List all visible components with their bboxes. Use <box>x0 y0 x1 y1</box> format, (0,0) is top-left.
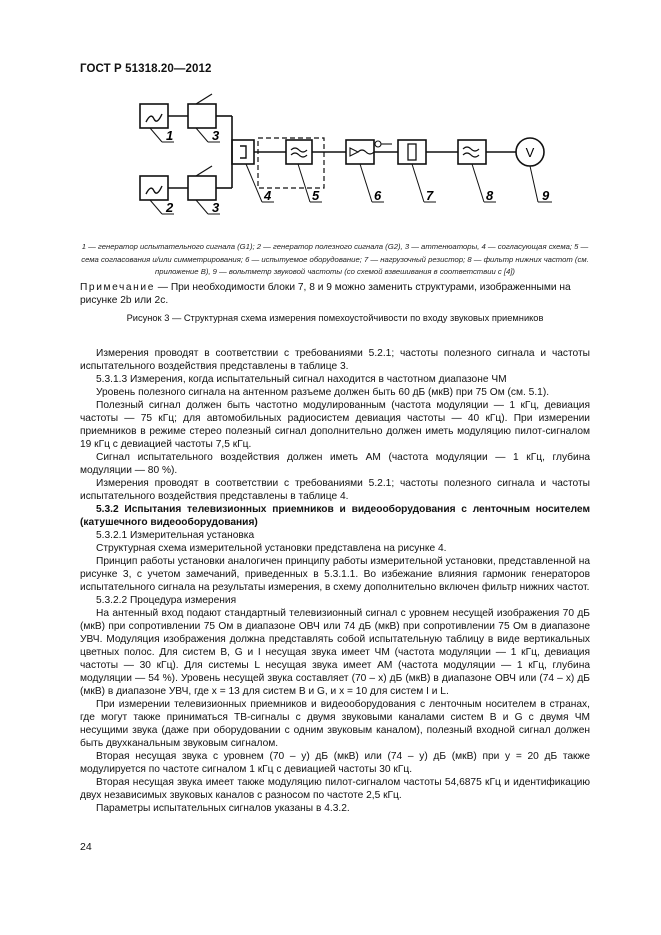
sine-icon <box>146 186 162 194</box>
section-heading: 5.3.2.2 Процедура измерения <box>96 595 237 606</box>
standard-header: ГОСТ Р 51318.20—2012 <box>80 63 212 75</box>
paragraph: Полезный сигнал должен быть частотно модулированным (частота модуляции — 1 кГц, девиация частоты — 75 кГц; для автомобильных радиосистем девиация частоты — 40 кГц). При измерении приемников в режиме стерео полезный сигнал дополнительно должен иметь модуляцию пилот-сигналом 19 кГц с девиацией частоты 7,5 кГц. <box>80 400 590 450</box>
diagram-label-9: 9 <box>542 188 550 203</box>
figure-caption: Рисунок 3 — Структурная схема измерения помехоустойчивости по входу звуковых приемников <box>126 313 544 323</box>
note-text: — При необходимости блоки 7, 8 и 9 можно заменить структурами, изображенными на рисунке 2b или 2с. <box>80 282 571 306</box>
paragraph: Структурная схема измерительной установки представлена на рисунке 4. <box>96 543 447 554</box>
paragraph: Измерения проводят в соответствии с требованиями 5.2.1; частоты полезного сигнала и частоты испытательного воздействия представлены в таблице 4. <box>80 478 590 502</box>
generator-g1-block <box>140 104 168 128</box>
paragraph: Уровень полезного сигнала на антенном разъеме должен быть 60 дБ (мкВ) при 75 Ом (см. 5.1). <box>96 387 550 398</box>
diagram-label-7: 7 <box>426 188 434 203</box>
figure-note <box>80 281 590 307</box>
diagram-label-2: 2 <box>166 200 174 215</box>
diagram-label-1: 1 <box>166 128 174 143</box>
diagram-label-5: 5 <box>312 188 320 203</box>
diagram-label-4: 4 <box>264 188 272 203</box>
paragraph: На антенный вход подают стандартный телевизионный сигнал с уровнем несущей изображения 70 дБ (мкВ) при сопротивлении 75 Ом в диапазоне ОВЧ или 74 дБ (мкВ) при сопротивлении 75 Ом в диапазоне УВЧ. Модуляция изображения должна представлять собой испытательную таблицу в виде вертикальных цветных полос. Для систем B, G и I несущая звука имеет ЧМ (частота модуляции — 1 кГц, девиация частоты — 30 кГц). Для системы L несущая звука имеет AM (частота модуляции — 1 кГц, глубина модуляции — 54 %). Уровень несущей звука составляет (70 – x) дБ (мкВ) в диапазоне ОВЧ или (74 – x) дБ (мкВ) в диапазоне УВЧ, где x = 13 для систем B и G, и x = 10 для систем I и L. <box>80 608 590 697</box>
paragraph: Вторая несущая звука с уровнем (70 – y) дБ (мкВ) или (74 – y) дБ (мкВ) при y = 20 дБ также модулируется по частоте сигналом 1 кГц с девиацией частоты 30 кГц. <box>80 751 590 775</box>
paragraph: Сигнал испытательного воздействия должен иметь АМ (частота модуляции — 1 кГц, глубина модуляции — 80 %). <box>80 452 590 476</box>
attenuator-top-block <box>188 104 216 128</box>
section-heading: 5.3.1.3 Измерения, когда испытательный сигнал находится в частотном диапазоне ЧМ <box>96 374 507 385</box>
block-diagram <box>0 0 661 240</box>
section-heading: 5.3.2.1 Измерительная установка <box>96 530 255 541</box>
note-label: Примечание <box>80 282 155 293</box>
figure-legend: 1 — генератор испытательного сигнала (G1); 2 — генератор полезного сигнала (G2), 3 — аттенюаторы, 4 — согласующая схема; 5 — сема согласования и/или симметрирования; 6 — испытуемое оборудование; 7 — нагрузочный резистор; 8 — фильтр нижних частот (см. приложение В), 9 — вольтметр звуковой частоты (со схемой взвешивания в соответствии с [4]) <box>81 242 589 276</box>
paragraph: Параметры испытательных сигналов указаны в 4.3.2. <box>96 803 350 814</box>
attenuator-bottom-block <box>188 176 216 200</box>
paragraph: Вторая несущая звука имеет также модуляцию пилот-сигналом частоты 54,6875 кГц и идентификацию двух независимых звуковых каналов с разносом по частоте 2,5 кГц. <box>80 777 590 801</box>
lowpass-filter-block <box>458 140 486 164</box>
paragraph: При измерении телевизионных приемников и видеооборудования с ленточным носителем в странах, где могут также приниматься ТВ-сигналы с двумя звуковыми каналами систем B и G с двумя ЧМ несущими звука (даже при оборудовании с одним звуковым каналом), полезный входной сигнал должен быть двухканальным звуковым сигналом. <box>80 699 590 749</box>
sine-icon <box>146 114 162 122</box>
voltmeter-symbol: V <box>525 145 535 160</box>
page-number: 24 <box>80 841 92 853</box>
paragraph: Измерения проводят в соответствии с требованиями 5.2.1; частоты полезного сигнала и частоты испытательного воздействия представлены в таблице 3. <box>80 348 590 372</box>
diagram-label-8: 8 <box>486 188 494 203</box>
diagram-label-3-top: 3 <box>212 128 220 143</box>
diagram-label-3-bottom: 3 <box>212 200 220 215</box>
matching-circuit-block <box>232 140 254 164</box>
balancing-block <box>286 140 312 164</box>
generator-g2-block <box>140 176 168 200</box>
body-text <box>80 347 590 815</box>
section-heading-bold: 5.3.2 Испытания телевизионных приемников и видеооборудования с ленточным носителем (катушечного видеооборудования) <box>80 504 590 528</box>
diagram-label-6: 6 <box>374 188 382 203</box>
paragraph: Принцип работы установки аналогичен принципу работы измерительной установки, представленной на рисунке 3, с учетом замечаний, приведенных в 5.3.1.1. Во избежание влияния гармоник генераторов испытательного сигнала на результаты измерения, в схему дополнительно включен фильтр нижних частот. <box>80 556 590 593</box>
